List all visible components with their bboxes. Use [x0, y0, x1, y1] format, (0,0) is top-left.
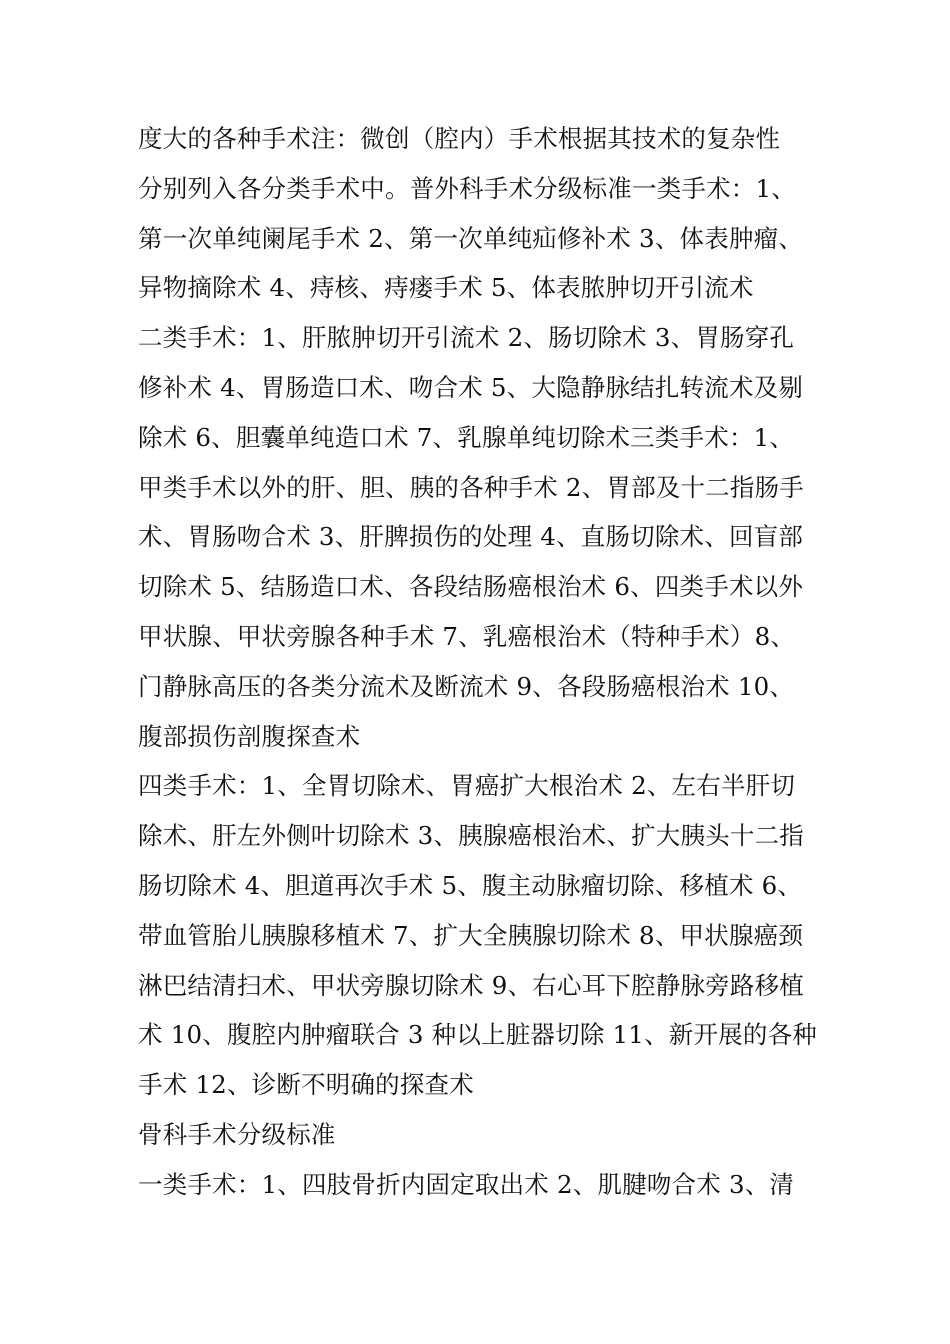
text-line: 除术、肝左外侧叶切除术 3、胰腺癌根治术、扩大胰头十二指	[138, 821, 804, 851]
text-line: 术 10、腹腔内肿瘤联合 3 种以上脏器切除 11、新开展的各种	[138, 1020, 817, 1050]
text-line: 甲类手术以外的肝、胆、胰的各种手术 2、胃部及十二指肠手	[138, 472, 804, 502]
text-line: 切除术 5、结肠造口术、各段结肠癌根治术 6、四类手术以外	[138, 572, 804, 602]
text-line: 四类手术：1、全胃切除术、胃癌扩大根治术 2、左右半肝切	[138, 771, 796, 801]
text-line: 分别列入各分类手术中。普外科手术分级标准一类手术：1、	[138, 173, 796, 203]
text-line: 淋巴结清扫术、甲状旁腺切除术 9、右心耳下腔静脉旁路移植	[138, 970, 804, 1000]
text-line: 腹部损伤剖腹探查术	[138, 721, 361, 751]
text-line: 带血管胎儿胰腺移植术 7、扩大全胰腺切除术 8、甲状腺癌颈	[138, 920, 804, 950]
text-line: 甲状腺、甲状旁腺各种手术 7、乳癌根治术（特种手术）8、	[138, 621, 796, 651]
text-line: 除术 6、胆囊单纯造口术 7、乳腺单纯切除术三类手术：1、	[138, 422, 795, 452]
text-line: 门静脉高压的各类分流术及断流术 9、各段肠癌根治术 10、	[138, 671, 795, 701]
text-line: 度大的各种手术注：微创（腔内）手术根据其技术的复杂性	[138, 124, 781, 153]
text-line: 术、胃肠吻合术 3、肝脾损伤的处理 4、直肠切除术、回盲部	[138, 522, 804, 552]
document-body	[138, 114, 828, 1210]
text-line: 肠切除术 4、胆道再次手术 5、腹主动脉瘤切除、移植术 6、	[138, 870, 803, 900]
text-line: 手术 12、诊断不明确的探查术	[138, 1070, 474, 1100]
text-line: 第一次单纯阑尾手术 2、第一次单纯疝修补术 3、体表肿瘤、	[138, 223, 804, 253]
text-line: 异物摘除术 4、痔核、痔瘘手术 5、体表脓肿切开引流术	[138, 273, 754, 303]
text-line: 修补术 4、胃肠造口术、吻合术 5、大隐静脉结扎转流术及剔	[138, 372, 804, 402]
text-line: 一类手术：1、四肢骨折内固定取出术 2、肌腱吻合术 3、清	[138, 1169, 795, 1199]
text-line: 二类手术：1、肝脓肿切开引流术 2、肠切除术 3、胃肠穿孔	[138, 323, 795, 353]
section-heading: 骨科手术分级标准	[138, 1119, 336, 1149]
